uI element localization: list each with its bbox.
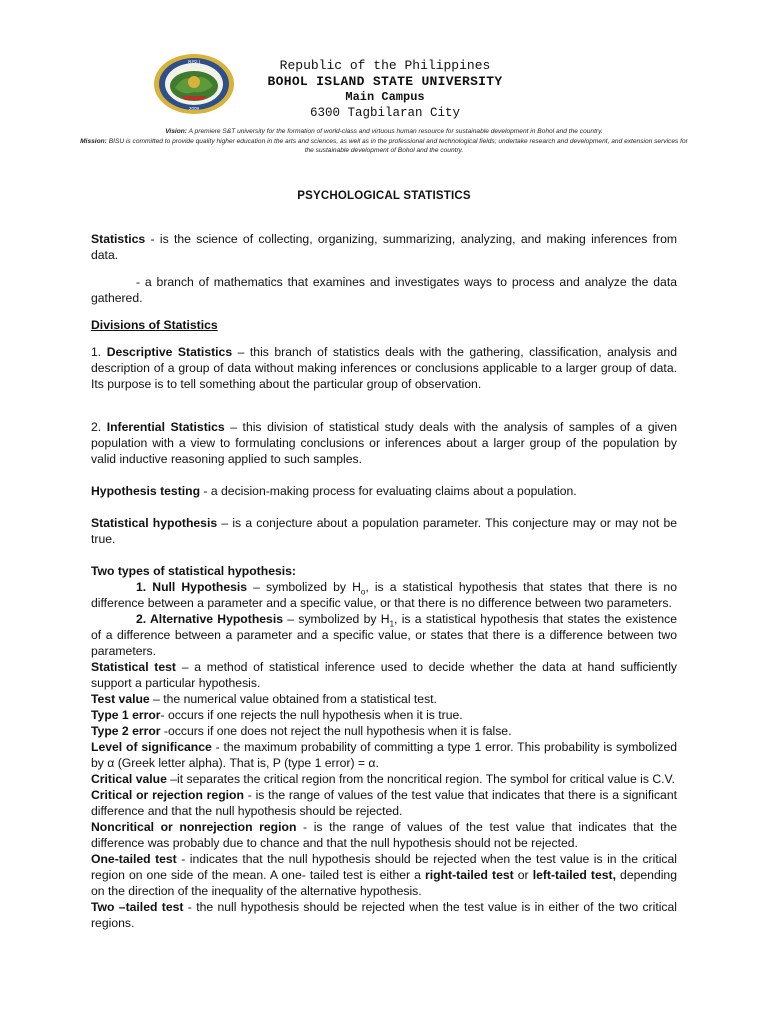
campus-name: Main Campus bbox=[345, 90, 425, 104]
null-pre: – symbolized by H bbox=[247, 580, 361, 594]
definition-term: Critical value bbox=[91, 772, 167, 786]
definition-item bbox=[91, 819, 677, 851]
definition-text: - is the range of values of the test value that indicates that the difference was probably due to chance and that the null hypothesis should not be rejected. bbox=[91, 820, 678, 850]
sh-text: – is a conjecture about a population parameter. This conjecture may or may not be true. bbox=[91, 516, 677, 546]
statistics-term: Statistics bbox=[91, 232, 146, 246]
definition-item bbox=[91, 659, 677, 691]
two-types-text: Two types of statistical hypothesis: bbox=[91, 564, 296, 578]
div2-text: – this division of statistical study deals with the analysis of samples of a given population with a view to formulating conclusions or inferences about a larger group of the population by valid inductive reasoning applied to such samples. bbox=[91, 420, 678, 466]
onetail-right: right-tailed test bbox=[425, 868, 514, 882]
definition-item bbox=[91, 707, 677, 723]
onetail-text-1: - indicates that the null hypothesis should be rejected when the test value is in the critical region on one side of the mean. A one- tailed test is either a bbox=[91, 852, 677, 882]
definition-item bbox=[91, 739, 677, 771]
definition-text: -occurs if one does not reject the null hypothesis when it is false. bbox=[160, 724, 512, 738]
statistics-def-2: - a branch of mathematics that examines and investigates ways to process and analyze the data gathered. bbox=[91, 275, 677, 305]
document-title: PSYCHOLOGICAL STATISTICS bbox=[297, 190, 471, 202]
university-name: BOHOL ISLAND STATE UNIVERSITY bbox=[267, 74, 503, 89]
statistics-definition bbox=[91, 231, 677, 263]
definition-term: Critical or rejection region bbox=[91, 788, 244, 802]
svg-text:2009: 2009 bbox=[188, 106, 200, 111]
alt-sub: 1 bbox=[389, 619, 395, 629]
onetail-left: left-tailed test, bbox=[532, 868, 616, 882]
definition-term: Level of significance bbox=[91, 740, 212, 754]
alt-pre: – symbolized by H bbox=[282, 612, 390, 626]
definition-text: – a method of statistical inference used to decide whether the data at hand sufficiently support a particular hypothesis. bbox=[91, 660, 677, 690]
university-seal-logo bbox=[151, 52, 237, 116]
hyp-term: Hypothesis testing bbox=[91, 484, 201, 498]
two-types-heading bbox=[91, 563, 677, 579]
two-tailed-def bbox=[91, 899, 677, 931]
division-inferential bbox=[91, 419, 677, 467]
definition-item bbox=[91, 771, 677, 787]
twotail-text: - the null hypothesis should be rejected when the test value is in either of the two critical regions. bbox=[91, 900, 677, 930]
definition-text: - is the range of values of the test value that indicates that there is a significant difference and that the null hypothesis should be rejected. bbox=[91, 788, 677, 818]
definitions-block bbox=[91, 563, 677, 931]
vision-line bbox=[80, 127, 688, 137]
definition-text: – the numerical value obtained from a statistical test. bbox=[149, 692, 437, 706]
onetail-or: or bbox=[513, 868, 533, 882]
city-line: 6300 Tagbilaran City bbox=[309, 106, 461, 120]
divisions-heading-text: Divisions of Statistics bbox=[91, 318, 218, 332]
definition-text: –it separates the critical region from the noncritical region. The symbol for critical value is C.V. bbox=[166, 772, 675, 786]
alt-term: 2. Alternative Hypothesis bbox=[136, 612, 283, 626]
republic-line: Republic of the Philippines bbox=[279, 58, 491, 73]
div1-text: – this branch of statistics deals with the gathering, classification, analysis and description of a group of data without making inferences or conclusions applicable to a larger group of data. Its purpose is to tell something about the particular group of observation. bbox=[91, 345, 677, 391]
university-header bbox=[230, 58, 540, 121]
definition-text: - occurs if one rejects the null hypothesis when it is true. bbox=[160, 708, 463, 722]
definition-item bbox=[91, 723, 677, 739]
div1-number: 1. bbox=[91, 345, 107, 359]
div2-term: Inferential Statistics bbox=[106, 420, 225, 434]
one-tailed-def bbox=[91, 851, 677, 899]
mission-label: Mission: bbox=[80, 137, 107, 145]
sh-term: Statistical hypothesis bbox=[91, 516, 218, 530]
null-sub: o bbox=[360, 587, 366, 597]
null-text: , is a statistical hypothesis that states that there is no difference between a parameter and a specific value, or that there is no difference between two parameters. bbox=[91, 580, 677, 610]
statistics-definition-2 bbox=[91, 274, 677, 306]
vision-mission-block bbox=[80, 127, 688, 156]
definitions-list bbox=[91, 659, 677, 851]
statistics-def-1: - is the science of collecting, organizing, summarizing, analyzing, and making inferences from data. bbox=[91, 232, 677, 262]
definition-term: Statistical test bbox=[91, 660, 176, 674]
onetail-text-2: depending on the direction of the inequality of the alternative hypothesis. bbox=[91, 868, 677, 898]
hyp-text: - a decision-making process for evaluating claims about a population. bbox=[200, 484, 577, 498]
vision-text: A premiere S&T university for the formation of world-class and virtuous human resource for sustainable development in Bohol and the country. bbox=[188, 128, 603, 135]
mission-line bbox=[80, 137, 688, 156]
vision-label: Vision: bbox=[165, 128, 187, 135]
onetail-term: One-tailed test bbox=[91, 852, 177, 866]
divisions-heading bbox=[91, 317, 677, 333]
twotail-term: Two –tailed test bbox=[91, 900, 184, 914]
alt-hypothesis-def bbox=[91, 611, 677, 659]
definition-term: Test value bbox=[91, 692, 150, 706]
null-hypothesis-def bbox=[91, 579, 677, 611]
definition-item bbox=[91, 691, 677, 707]
hypothesis-testing-def bbox=[91, 483, 677, 499]
statistical-hypothesis-def bbox=[91, 515, 677, 547]
definition-item bbox=[91, 787, 677, 819]
definition-term: Type 1 error bbox=[91, 708, 161, 722]
definition-term: Type 2 error bbox=[91, 724, 161, 738]
definition-text: - the maximum probability of committing a type 1 error. This probability is symbolized by α (Greek letter alpha). That is, P (type 1 error) = α. bbox=[91, 740, 678, 770]
div1-term: Descriptive Statistics bbox=[106, 345, 233, 359]
mission-text: BISU is committed to provide quality higher education in the arts and sciences, as well as in the professional and technological fields; undertake research and development, and extension services for the sustainable development of Bohol and the country. bbox=[108, 137, 688, 154]
division-descriptive bbox=[91, 344, 677, 392]
alt-text: , is a statistical hypothesis that states the existence of a difference between a parameter and a specific value, or states that there is a difference between two parameters. bbox=[91, 612, 677, 658]
definition-term: Noncritical or nonrejection region bbox=[91, 820, 297, 834]
null-term: 1. Null Hypothesis bbox=[136, 580, 248, 594]
div2-number: 2. bbox=[91, 420, 107, 434]
svg-text:BISU: BISU bbox=[188, 60, 200, 66]
